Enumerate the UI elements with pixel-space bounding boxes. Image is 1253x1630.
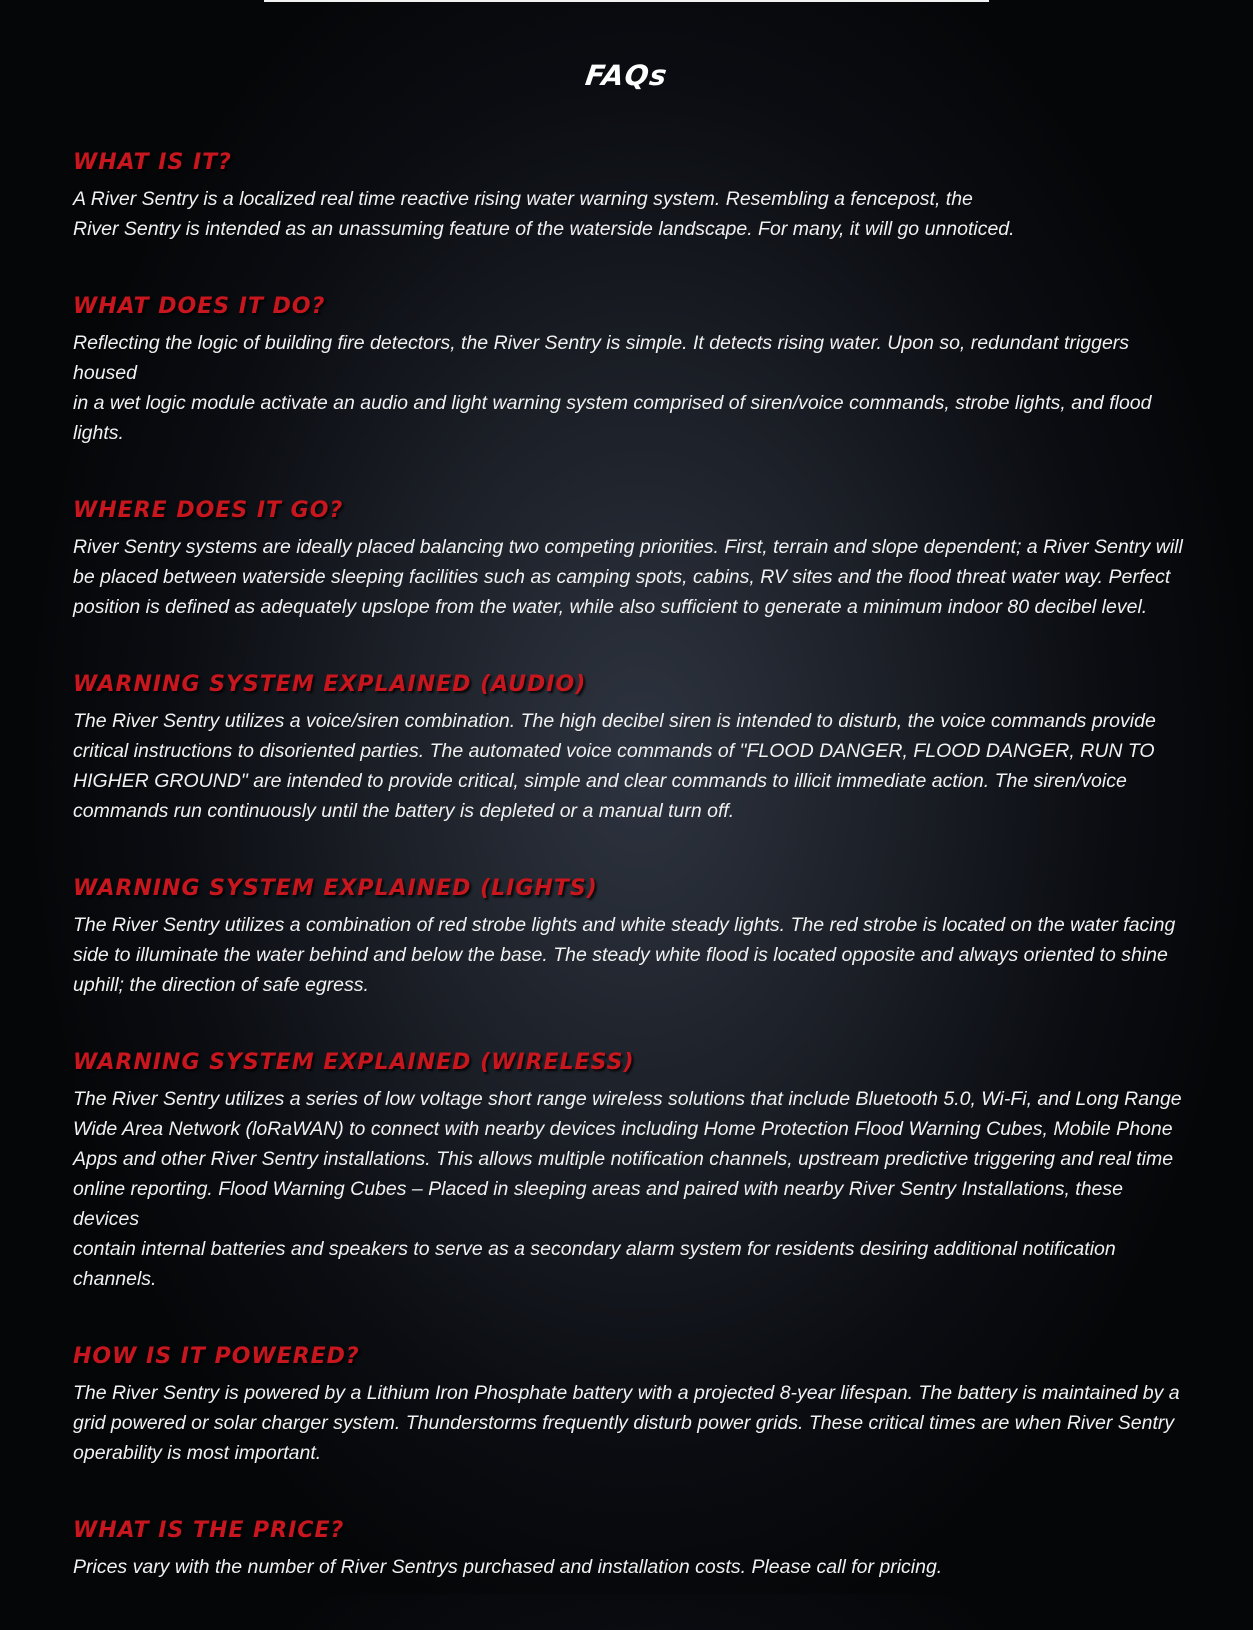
faq-question: WHAT IS IT? [73,150,232,175]
faq-item [73,1048,1193,1294]
faq-question: WHAT IS THE PRICE? [73,1518,345,1543]
faq-list [73,148,1193,1630]
faq-answer: The River Sentry utilizes a series of low voltage short range wireless solutions that include Bluetooth 5.0, Wi-Fi, and Long Range Wide Area Network (loRaWAN) to connect with nearby devices including Home Protection Flood Warning Cubes, Mobile Phone Apps and other River Sentry installations. This allows multiple notification channels, upstream predictive triggering and real time online reporting. Flood Warning Cubes – Placed in sleeping areas and paired with nearby River Sentry Installations, these devices contain internal batteries and speakers to serve as a secondary alarm system for residents desiring additional notification channels. [73,1088,1182,1290]
faq-answer: The River Sentry utilizes a combination of red strobe lights and white steady lights. The red strobe is located on the water facing side to illuminate the water behind and below the base. The steady white flood is located opposite and always oriented to shine uphill; the direction of safe egress. [73,914,1176,996]
faq-item [73,670,1193,826]
faq-item [73,148,1193,244]
faq-answer: River Sentry systems are ideally placed balancing two competing priorities. First, terrain and slope dependent; a River Sentry will be placed between waterside sleeping facilities such as camping spots, cabins, RV sites and the flood threat water way. Perfect position is defined as adequately upslope from the water, while also sufficient to generate a minimum indoor 80 decibel level. [73,536,1183,618]
faq-question: HOW IS IT POWERED? [73,1344,360,1369]
faq-question: WHERE DOES IT GO? [73,498,344,523]
faq-item [73,496,1193,622]
faq-item [73,1516,1193,1582]
faq-answer: A River Sentry is a localized real time reactive rising water warning system. Resembling a fencepost, the River Sentry is intended as an unassuming feature of the waterside landscape. For many, it will go unnoticed. [73,188,1015,240]
faq-item [73,874,1193,1000]
faq-question: WARNING SYSTEM EXPLAINED (LIGHTS) [73,876,598,901]
page-title: FAQs [583,58,670,92]
faq-item [73,292,1193,448]
faq-answer: Reflecting the logic of building fire detectors, the River Sentry is simple. It detects rising water. Upon so, redundant triggers housed in a wet logic module activate an audio and light warning system comprised of siren/voice commands, strobe lights, and flood lights. [73,332,1152,444]
faq-question: WARNING SYSTEM EXPLAINED (AUDIO) [73,672,587,697]
faq-answer: The River Sentry utilizes a voice/siren combination. The high decibel siren is intended to disturb, the voice commands provide critical instructions to disoriented parties. The automated voice commands of "FLOOD DANGER, FLOOD DANGER, RUN TO HIGHER GROUND" are intended to provide critical, simple and clear commands to illicit immediate action. The siren/voice commands run continuously until the battery is depleted or a manual turn off. [73,710,1156,822]
faq-item [73,1342,1193,1468]
faq-question: WARNING SYSTEM EXPLAINED (WIRELESS) [73,1050,635,1075]
faq-answer: Prices vary with the number of River Sentrys purchased and installation costs. Please call for pricing. [73,1556,943,1578]
top-divider [264,0,989,2]
faq-answer: The River Sentry is powered by a Lithium Iron Phosphate battery with a projected 8-year lifespan. The battery is maintained by a grid powered or solar charger system. Thunderstorms frequently disturb power grids. These critical times are when River Sentry operability is most important. [73,1382,1180,1464]
faq-question: WHAT DOES IT DO? [73,294,326,319]
